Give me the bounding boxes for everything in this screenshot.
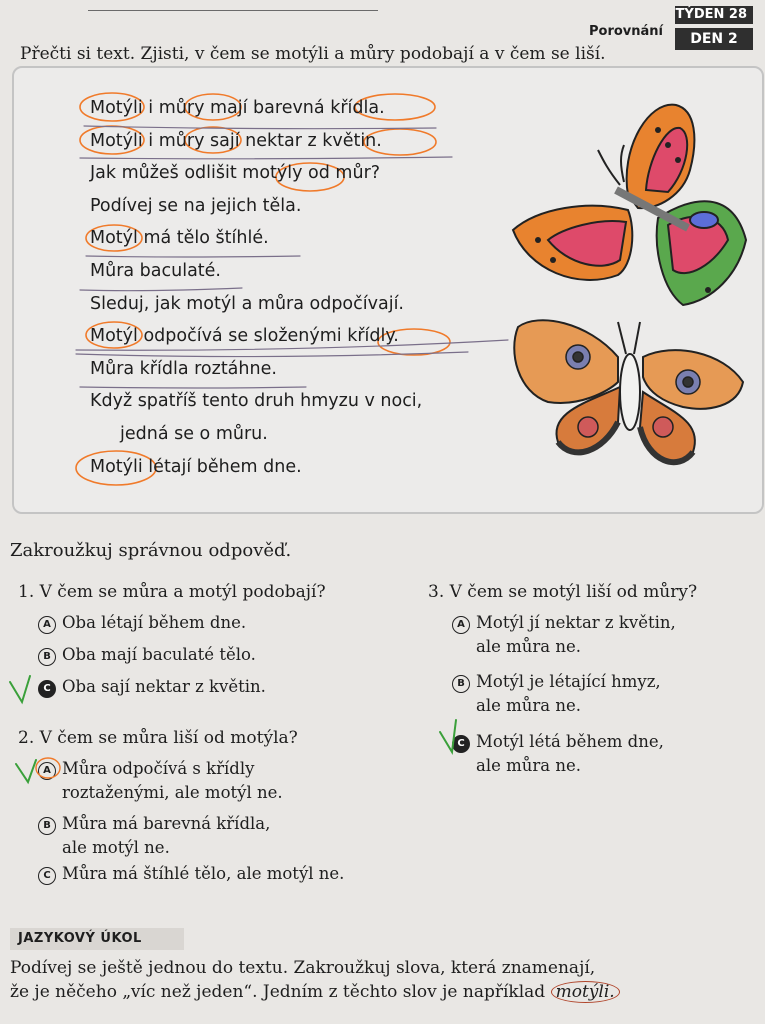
option-text: Oba sají nektar z květin. — [62, 677, 266, 696]
example-word: motýli. — [551, 981, 620, 1003]
language-task-line-1: Podívej se ještě jednou do textu. Zakroužkuj slova, která znamenají, — [10, 958, 596, 978]
orange-circle-q2a — [36, 758, 60, 778]
option-text: Oba mají baculaté tělo. — [62, 645, 256, 664]
check-icon — [440, 720, 456, 752]
green-check-marks — [0, 660, 765, 800]
option-letter-circle: A — [38, 616, 56, 634]
option-text: Můra odpočívá s křídly — [62, 759, 255, 778]
question-2-option-b — [38, 812, 270, 860]
reading-line: jedná se o můru. — [120, 423, 268, 444]
option-letter-circle: B — [452, 675, 470, 693]
option-text-line-2: roztaženými, ale motýl ne. — [62, 783, 283, 802]
question-1-option-a — [38, 611, 246, 635]
option-text: Oba létají během dne. — [62, 613, 247, 632]
week-label: TÝDEN 28 — [675, 6, 753, 24]
check-icon — [10, 676, 30, 702]
reading-line: Podívej se na jejich těla. — [90, 195, 302, 216]
option-letter-circle: C — [452, 735, 470, 753]
question-1: 1. V čem se můra a motýl podobají? — [18, 582, 326, 602]
check-icon — [16, 760, 36, 782]
option-text: Motýl létá během dne, — [476, 732, 664, 751]
option-letter-circle: C — [38, 867, 56, 885]
question-2-option-c — [38, 862, 344, 886]
option-letter-circle: A — [38, 762, 56, 780]
task-title: Zakroužkuj správnou odpověď. — [10, 540, 292, 561]
moth-illustration — [508, 312, 753, 472]
option-text: Můra má barevná křídla, — [62, 814, 271, 833]
option-text: Motýl je létající hmyz, — [476, 672, 661, 691]
option-text: Můra má štíhlé tělo, ale motýl ne. — [62, 864, 345, 883]
option-text-line-2: ale můra ne. — [476, 637, 582, 656]
reading-line: Sleduj, jak motýl a můra odpočívají. — [90, 293, 404, 314]
option-text-line-2: ale motýl ne. — [62, 838, 170, 857]
language-task-line-2: že je něčeho „víc než jeden“. Jedním z těchto slov je například — [10, 982, 551, 1002]
question-3: 3. V čem se motýl liší od můry? — [428, 582, 698, 602]
reading-line: Můra křídla roztáhne. — [90, 358, 277, 379]
section-label: Porovnání — [588, 24, 663, 39]
reading-text — [90, 94, 422, 485]
reading-line: Motýl odpočívá se složenými křídly. — [90, 326, 399, 347]
question-2: 2. V čem se můra liší od motýla? — [18, 728, 298, 748]
option-text: Motýl jí nektar z květin, — [476, 613, 676, 632]
option-text-line-2: ale můra ne. — [476, 696, 582, 715]
option-text-line-2: ale můra ne. — [476, 756, 582, 775]
reading-line: Motýli létají během dne. — [90, 456, 302, 477]
reading-line: Motýli i můry sají nektar z květin. — [90, 130, 382, 151]
reading-line: Motýl má tělo štíhlé. — [90, 228, 269, 249]
reading-line: Motýli i můry mají barevná křídla. — [90, 98, 385, 118]
butterfly-illustration — [508, 100, 753, 315]
option-letter-circle: A — [452, 616, 470, 634]
language-task-label: JAZYKOVÝ ÚKOL — [10, 928, 184, 950]
question-3-option-a — [452, 611, 676, 659]
option-letter-circle: B — [38, 817, 56, 835]
option-letter-circle: C — [38, 680, 56, 698]
reading-line: Můra baculaté. — [90, 260, 221, 281]
option-letter-circle: B — [38, 648, 56, 666]
reading-line: Jak můžeš odlišit motýly od můr? — [90, 163, 381, 184]
reading-line: Když spatříš tento druh hmyzu v noci, — [90, 391, 423, 412]
day-label: DEN 2 — [675, 28, 753, 50]
language-task-text — [10, 956, 760, 1004]
reading-instruction: Přečti si text. Zjisti, v čem se motýli a můry podobají a v čem se liší. — [20, 44, 606, 64]
